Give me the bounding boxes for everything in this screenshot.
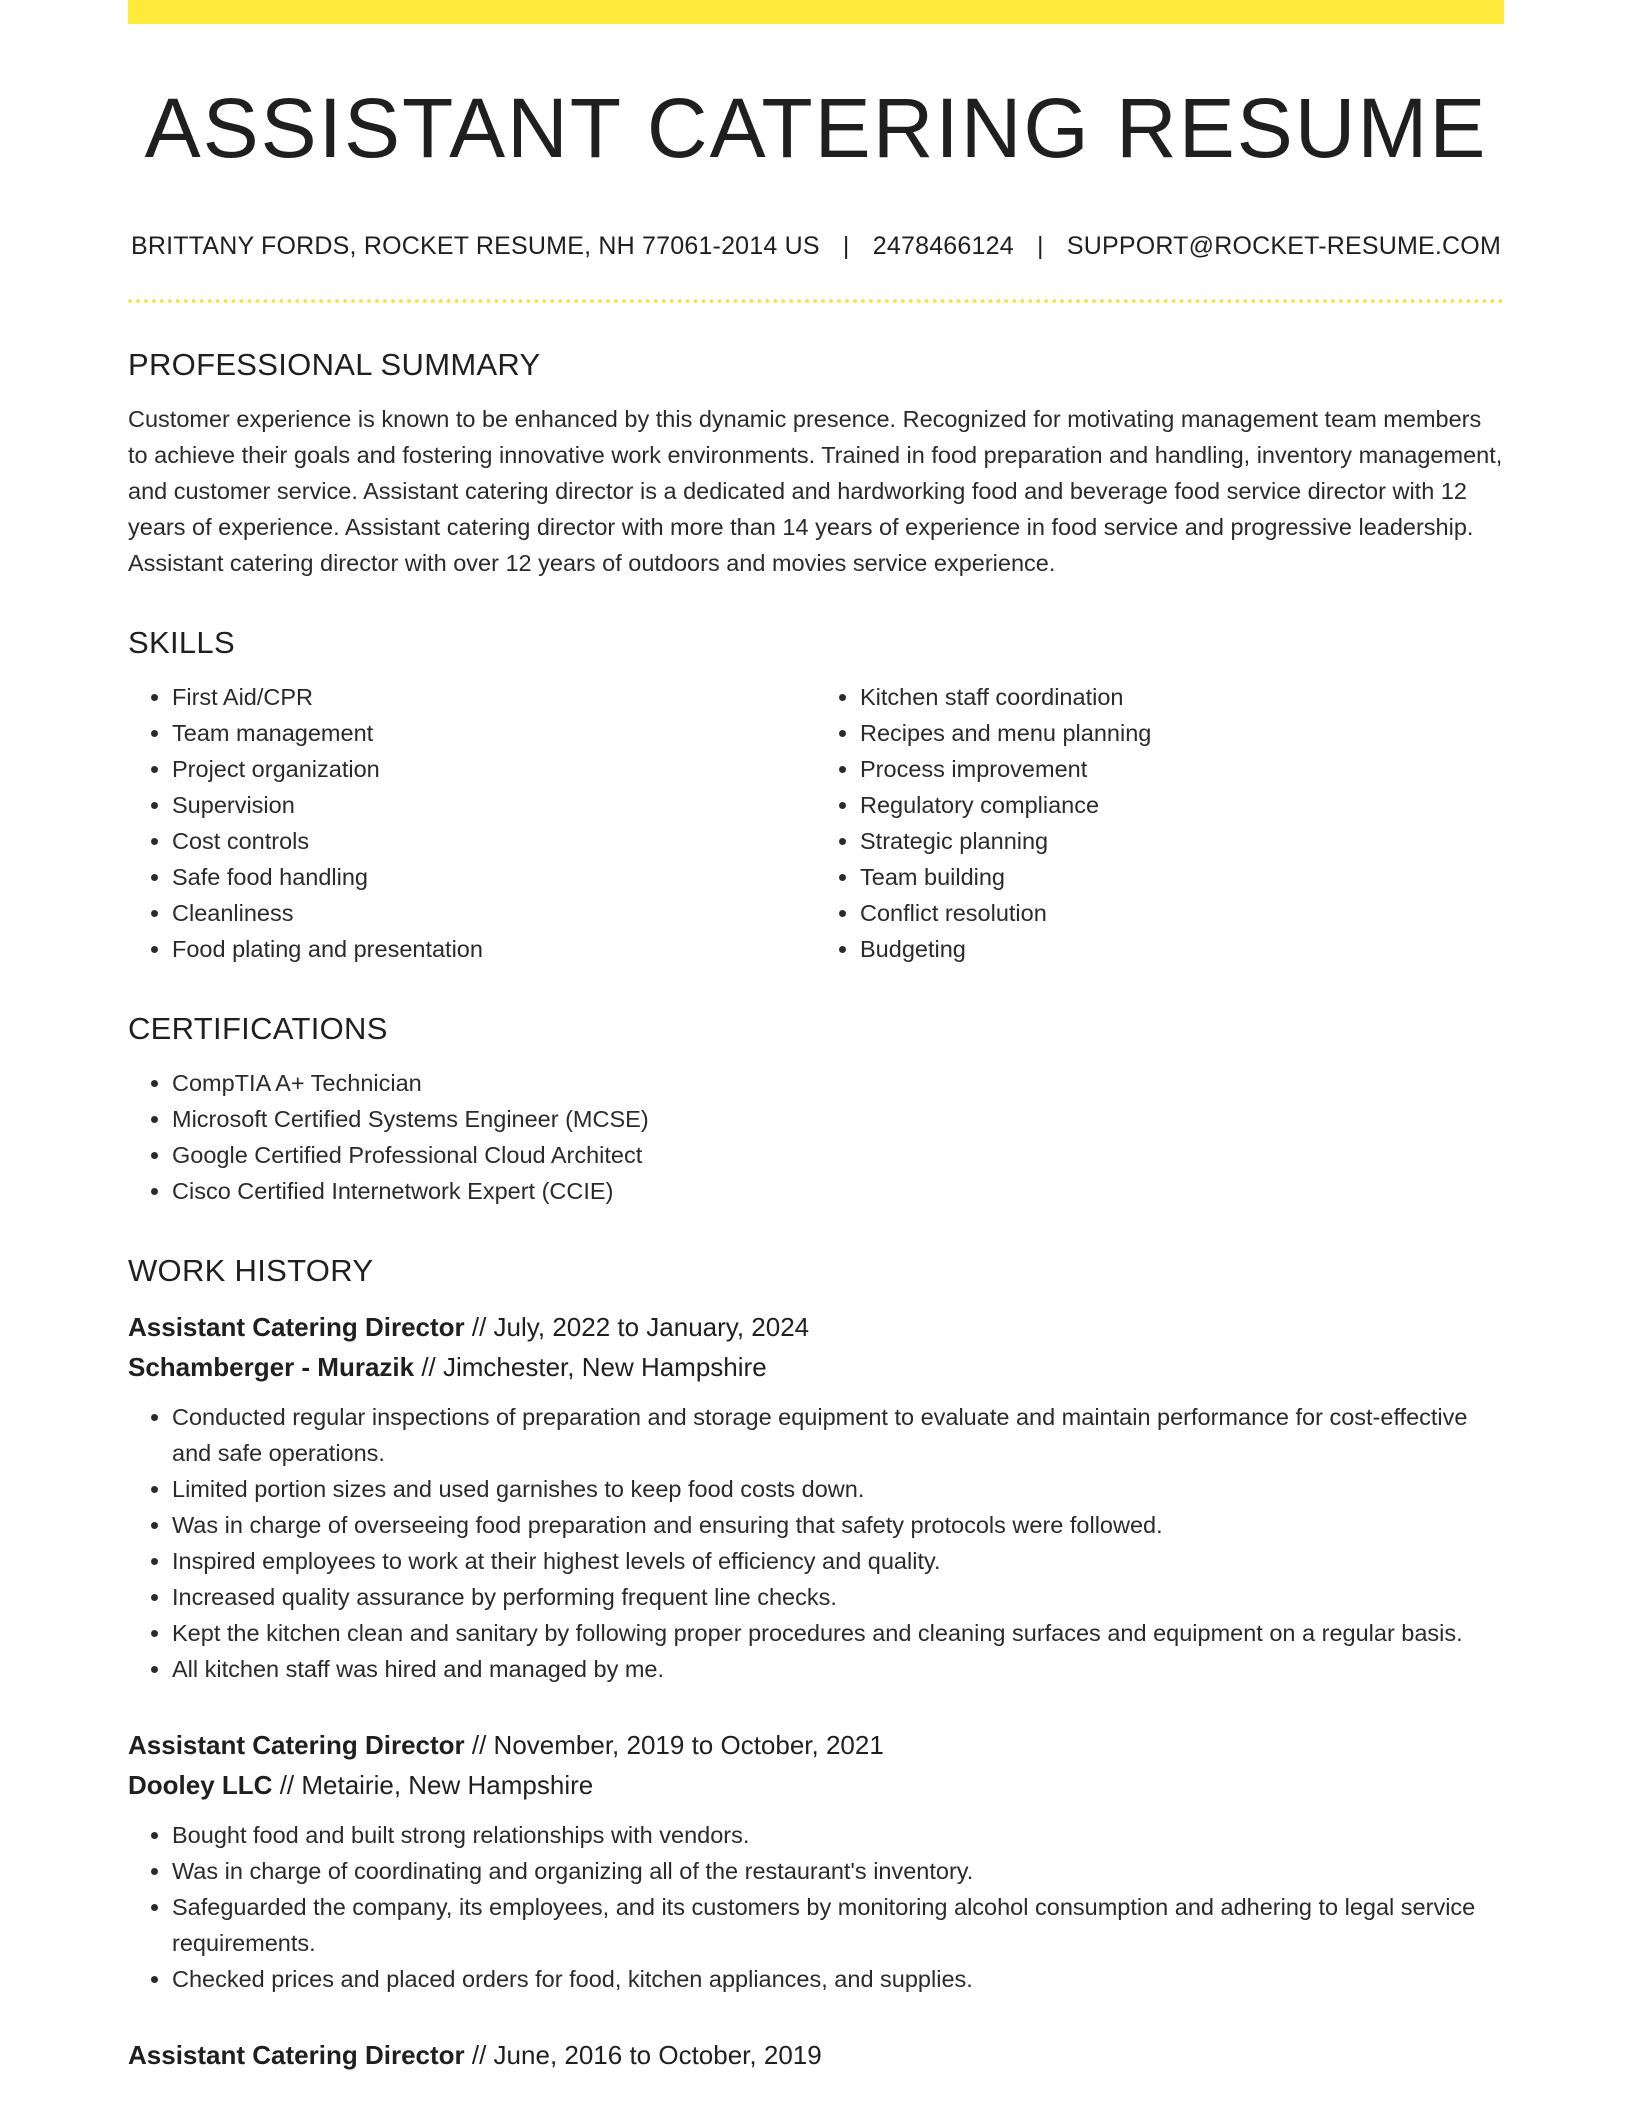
skill-item: • Team management <box>172 715 816 751</box>
skill-item: • Regulatory compliance <box>860 787 1504 823</box>
contact-line <box>128 232 1504 261</box>
skill-item: • Team building <box>860 859 1504 895</box>
job-location: // Metairie, New Hampshire <box>279 1770 594 1801</box>
job-bullets <box>128 1399 1504 1687</box>
skill-item: • First Aid/CPR <box>172 679 816 715</box>
work-history-list <box>128 1307 1504 2075</box>
job-company-line <box>128 1765 1504 1805</box>
job-bullets <box>128 1817 1504 1997</box>
certification-item: • Google Certified Professional Cloud Architect <box>172 1137 1504 1173</box>
skill-item: • Strategic planning <box>860 823 1504 859</box>
skill-item: • Cleanliness <box>172 895 816 931</box>
contact-phone: 2478466124 <box>872 232 1014 261</box>
skill-item: • Process improvement <box>860 751 1504 787</box>
contact-email: SUPPORT@ROCKET-RESUME.COM <box>1066 232 1501 261</box>
work-history-heading: WORK HISTORY <box>128 1253 374 1289</box>
certification-item: • CompTIA A+ Technician <box>172 1065 1504 1101</box>
job-title: Assistant Catering Director <box>128 1312 465 1343</box>
job-entry <box>128 1307 1504 1687</box>
certifications-list <box>128 1065 1504 1209</box>
job-bullet: • Was in charge of overseeing food preparation and ensuring that safety protocols were followed. <box>172 1507 1504 1543</box>
job-location: // Jimchester, New Hampshire <box>421 1352 767 1383</box>
contact-separator: | <box>1036 232 1044 261</box>
job-dates: // July, 2022 to January, 2024 <box>471 1312 810 1343</box>
dotted-divider <box>128 299 1504 303</box>
job-entry <box>128 2035 1504 2075</box>
summary-heading: PROFESSIONAL SUMMARY <box>128 347 541 383</box>
job-title-line <box>128 2035 1504 2075</box>
job-bullet: • Bought food and built strong relationships with vendors. <box>172 1817 1504 1853</box>
top-accent-bar <box>128 0 1504 24</box>
skill-item: • Kitchen staff coordination <box>860 679 1504 715</box>
job-dates: // November, 2019 to October, 2021 <box>471 1730 884 1761</box>
skill-item: • Food plating and presentation <box>172 931 816 967</box>
job-title: Assistant Catering Director <box>128 1730 465 1761</box>
job-dates: // June, 2016 to October, 2019 <box>471 2040 822 2071</box>
summary-text: Customer experience is known to be enhanced by this dynamic presence. Recognized for motivating management team members to achieve their goals and fostering innovative work environments. Trained in food preparation and handling, inventory management, and customer service. Assistant catering director is a dedicated and hardworking food and beverage food service director with 12 years of experience. Assistant catering director with more than 14 years of experience in food service and progressive leadership. Assistant catering director with over 12 years of outdoors and movies service experience. <box>128 406 1503 577</box>
contact-address: BRITTANY FORDS, ROCKET RESUME, NH 77061-2014 US <box>131 232 820 261</box>
skill-item: • Project organization <box>172 751 816 787</box>
resume-title: ASSISTANT CATERING RESUME <box>144 81 1488 175</box>
skills-columns <box>128 679 1504 967</box>
certifications-heading: CERTIFICATIONS <box>128 1011 388 1047</box>
resume-page <box>128 0 1504 2075</box>
job-bullet: • Checked prices and placed orders for food, kitchen appliances, and supplies. <box>172 1961 1504 1997</box>
contact-separator: | <box>842 232 850 261</box>
job-bullet: • Increased quality assurance by performing frequent line checks. <box>172 1579 1504 1615</box>
skill-item: • Supervision <box>172 787 816 823</box>
job-bullet: • Conducted regular inspections of preparation and storage equipment to evaluate and maintain performance for cost-effective and safe operations. <box>172 1399 1504 1471</box>
job-title-line <box>128 1725 1504 1765</box>
job-company: Schamberger - Murazik <box>128 1352 415 1383</box>
job-title-line <box>128 1307 1504 1347</box>
job-bullet: • Kept the kitchen clean and sanitary by following proper procedures and cleaning surfaces and equipment on a regular basis. <box>172 1615 1504 1651</box>
skill-item: • Conflict resolution <box>860 895 1504 931</box>
job-bullet: • All kitchen staff was hired and managed by me. <box>172 1651 1504 1687</box>
job-company: Dooley LLC <box>128 1770 273 1801</box>
job-bullet: • Safeguarded the company, its employees, and its customers by monitoring alcohol consumption and adhering to legal service requirements. <box>172 1889 1504 1961</box>
certification-item: • Cisco Certified Internetwork Expert (CCIE) <box>172 1173 1504 1209</box>
skills-heading: SKILLS <box>128 625 235 661</box>
skill-item: • Recipes and menu planning <box>860 715 1504 751</box>
skills-list-left <box>128 679 816 967</box>
job-company-line <box>128 1347 1504 1387</box>
job-bullet: • Was in charge of coordinating and organizing all of the restaurant's inventory. <box>172 1853 1504 1889</box>
skills-list-right <box>816 679 1504 967</box>
job-bullet: • Limited portion sizes and used garnishes to keep food costs down. <box>172 1471 1504 1507</box>
certification-item: • Microsoft Certified Systems Engineer (MCSE) <box>172 1101 1504 1137</box>
job-title: Assistant Catering Director <box>128 2040 465 2071</box>
job-bullet: • Inspired employees to work at their highest levels of efficiency and quality. <box>172 1543 1504 1579</box>
job-entry <box>128 1725 1504 1997</box>
skill-item: • Cost controls <box>172 823 816 859</box>
skill-item: • Budgeting <box>860 931 1504 967</box>
skill-item: • Safe food handling <box>172 859 816 895</box>
